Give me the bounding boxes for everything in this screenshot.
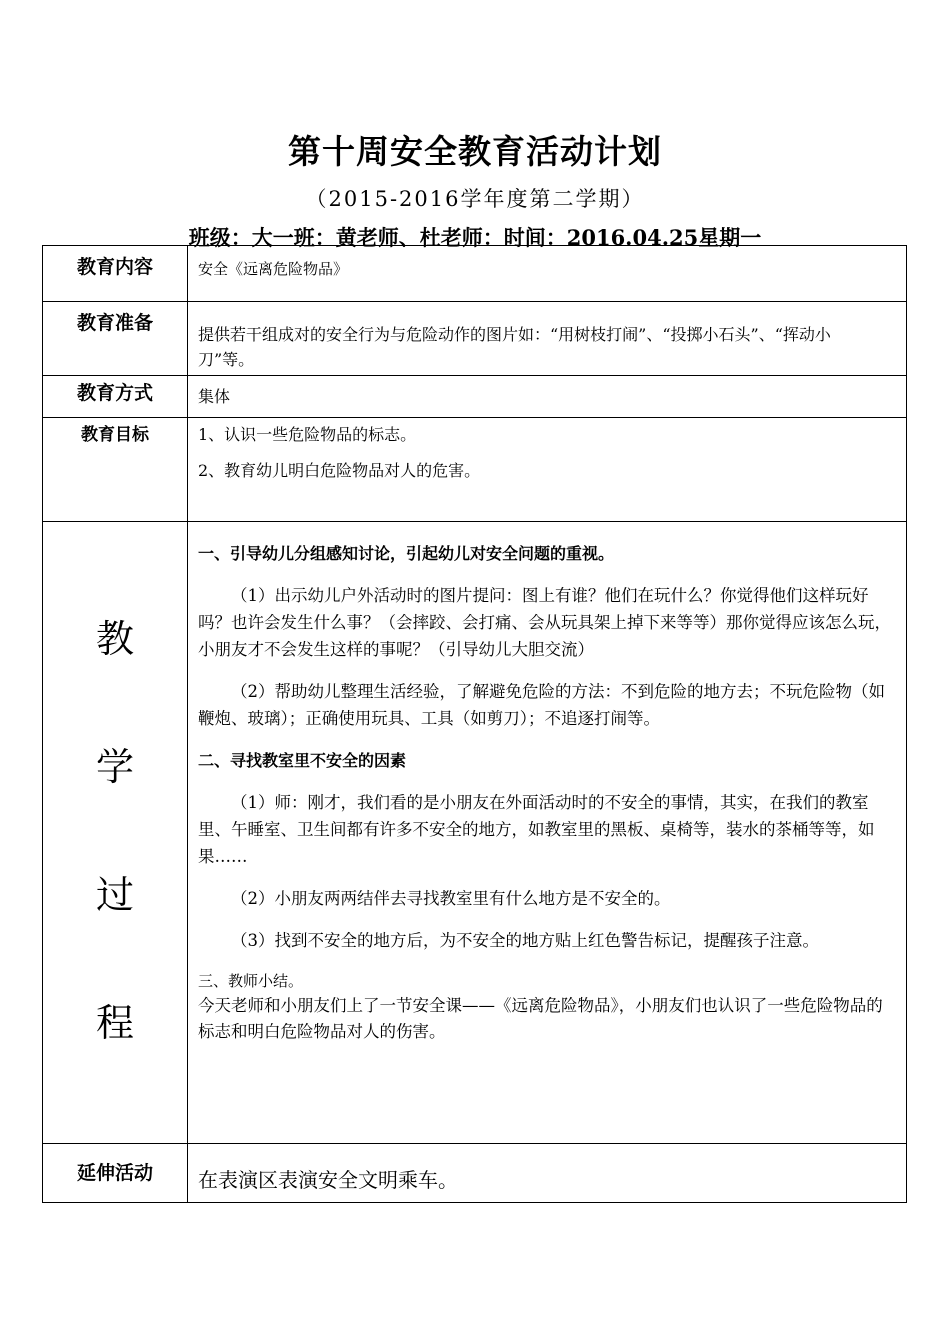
label-cell: [43, 376, 188, 418]
process-label-char: 程: [95, 1001, 134, 1045]
prep-label: 教育准备: [76, 312, 153, 334]
document-subtitle: （2015-2016学年度第二学期）: [305, 187, 645, 211]
section-1-paragraph: （2）帮助幼儿整理生活经验，了解避免危险的方法：不到危险的地方去；不玩危险物（如鞭炮、玻璃）；正确使用玩具、工具（如剪刀）；不追逐打闹等。: [198, 682, 885, 728]
extension-label: 延伸活动: [76, 1162, 153, 1184]
method-label: 教育方式: [76, 382, 153, 404]
process-label: [43, 522, 187, 1132]
row-goals: [43, 418, 907, 522]
section-1-title: 一、引导幼儿分组感知讨论，引起幼儿对安全问题的重视。: [198, 544, 615, 563]
label-cell: [43, 302, 188, 376]
label-cell: [43, 1144, 188, 1203]
process-body: [188, 522, 906, 1045]
lesson-plan-table: [42, 245, 907, 1203]
goal-list: [188, 418, 906, 484]
section-2-paragraph: （3）找到不安全的地方后，为不安全的地方贴上红色警告标记，提醒孩子注意。: [231, 931, 819, 950]
value-cell: [188, 1144, 907, 1203]
value-cell: [188, 522, 907, 1144]
goal-label: 教育目标: [81, 425, 149, 445]
prep-value: 提供若干组成对的安全行为与危险动作的图片如：“用树枝打闹”、“投掷小石头”、“挥动小刀”等。: [198, 325, 831, 369]
content-value: 安全《远离危险物品》: [198, 260, 349, 278]
row-process: [43, 522, 907, 1144]
section-1-paragraph: （1）出示幼儿户外活动时的图片提问：图上有谁？他们在玩什么？你觉得他们这样玩好吗？也许会发生什么事？（会摔跤、会打痛、会从玩具架上掉下来等等）那你觉得应该怎么玩，小朋友才不会发生这样的事呢？（引导幼儿大胆交流）: [198, 586, 891, 659]
section-3-title: 三、教师小结。: [198, 972, 304, 990]
process-label-char: 过: [95, 873, 134, 917]
process-label-char: 教: [95, 617, 134, 661]
label-cell: [43, 418, 188, 522]
document-title: 第十周安全教育活动计划: [288, 132, 662, 171]
row-preparation: [43, 302, 907, 376]
row-method: [43, 376, 907, 418]
extension-value: 在表演区表演安全文明乘车。: [198, 1168, 458, 1192]
row-content: [43, 246, 907, 302]
value-cell: [188, 246, 907, 302]
section-3-paragraph: 今天老师和小朋友们上了一节安全课——《远离危险物品》，小朋友们也认识了一些危险物品的标志和明白危险物品对人的伤害。: [198, 996, 883, 1041]
content-label: 教育内容: [76, 256, 153, 278]
row-extension: [43, 1144, 907, 1203]
value-cell: [188, 418, 907, 522]
section-2-title: 二、寻找教室里不安全的因素: [198, 751, 407, 770]
process-label-char: 学: [95, 745, 134, 789]
value-cell: [188, 302, 907, 376]
value-cell: [188, 376, 907, 418]
section-2-paragraph: （1）师：刚才，我们看的是小朋友在外面活动时的不安全的事情，其实，在我们的教室里、午睡室、卫生间都有许多不安全的地方，如教室里的黑板、桌椅等，装水的茶桶等等，如果……: [198, 793, 875, 866]
section-2-paragraph: （2）小朋友两两结伴去寻找教室里有什么地方是不安全的。: [231, 889, 671, 908]
label-cell: [43, 246, 188, 302]
label-cell: [43, 522, 188, 1144]
goal-item: 1、认识一些危险物品的标志。: [198, 425, 417, 444]
class-info-line: 班级：大一班：黄老师、杜老师：时间：2016.04.25星期一: [188, 225, 762, 250]
method-value: 集体: [198, 387, 231, 406]
goal-item: 2、教育幼儿明白危险物品对人的危害。: [198, 461, 481, 480]
